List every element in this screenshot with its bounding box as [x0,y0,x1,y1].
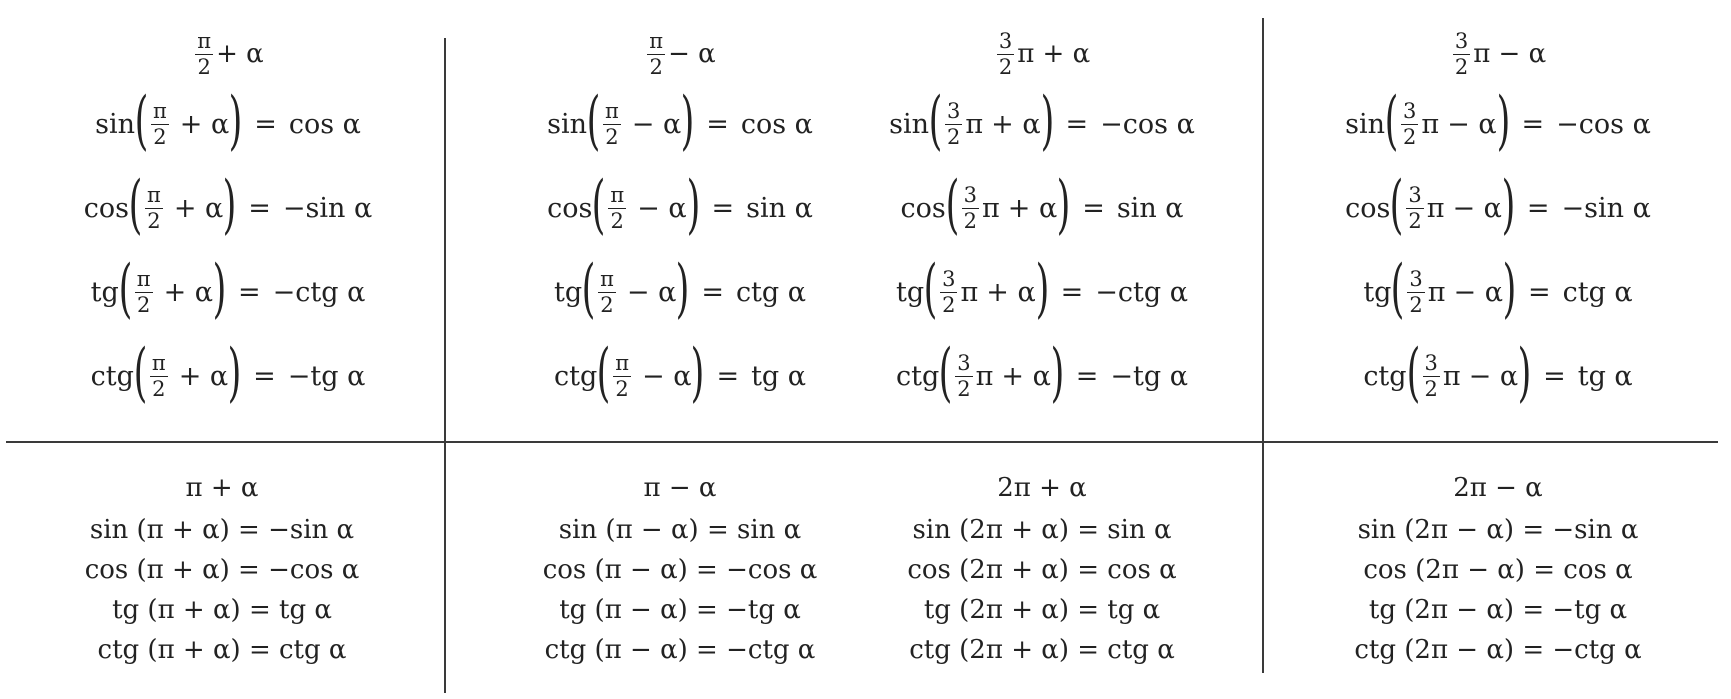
right-paren: ) [222,168,237,242]
right-paren: ) [686,168,700,242]
right-paren: ) [1040,84,1054,158]
argument-operator: + α [179,108,230,140]
fraction [962,182,979,233]
formula-result: cos α [740,108,813,140]
formula-row [896,334,1188,418]
formula-row [554,334,806,418]
fraction [647,28,665,79]
divider-right [1262,18,1264,673]
fraction-numerator: π [600,266,614,291]
function-name: ctg [553,360,598,392]
argument-operator: + α [1007,192,1058,224]
fraction [945,98,962,149]
formula-row: ctg (2π + α) = ctg α [909,635,1175,665]
fraction [1423,350,1440,401]
right-paren: ) [228,84,243,158]
fraction-numerator: 3 [1403,98,1417,123]
formula-row [547,82,813,166]
column-header [192,26,263,82]
column-header: 2π − α [1453,473,1543,503]
right-paren: ) [212,252,227,326]
right-paren: ) [1035,252,1050,326]
fraction-denominator: 2 [153,124,167,149]
argument [1384,84,1510,158]
formula-row [547,166,813,250]
formula-row [91,334,366,418]
top-column-2 [480,26,880,418]
argument [1391,252,1517,326]
equals-sign: = [701,276,724,308]
fraction-numerator: π [615,350,630,375]
formula-result: sin α [746,192,813,224]
fraction-denominator: 2 [1424,376,1438,401]
equals-sign: = [1543,360,1566,392]
formula-row: sin (π − α) = sin α [558,515,802,545]
equals-sign: = [253,360,276,392]
bottom-column-3 [842,466,1242,670]
fraction [997,28,1014,79]
fraction-denominator: 2 [152,376,166,401]
left-paren: ( [134,84,149,158]
fraction-denominator: 2 [649,54,663,79]
formula-row: tg (π + α) = tg α [112,595,332,625]
fraction [613,350,631,401]
right-paren: ) [1056,168,1071,242]
function-name: cos [83,192,130,224]
argument-operator: + α [163,276,214,308]
fraction [1406,182,1423,233]
fraction-numerator: 3 [1409,266,1423,291]
argument [1389,168,1516,242]
fraction-denominator: 2 [197,54,211,79]
fraction-numerator: π [147,182,161,207]
argument-operator: − α [1447,108,1497,140]
argument [1406,336,1532,410]
fraction-denominator: 2 [147,208,161,233]
function-name: ctg [896,360,940,392]
left-paren: ( [923,252,938,326]
column-header [644,26,715,82]
argument [945,168,1071,242]
equals-sign: = [716,360,740,392]
equals-sign: = [238,276,261,308]
fraction-denominator: 2 [615,376,629,401]
fraction-denominator: 2 [947,124,961,149]
formula-row: cos (π − α) = −cos α [542,555,818,585]
formula-result: ctg α [735,276,807,308]
formula-row: tg (2π + α) = tg α [923,595,1161,625]
left-paren: ( [586,84,601,158]
left-paren: ( [581,252,596,326]
formula-result: −cos α [1100,108,1195,140]
fraction [1453,28,1470,79]
function-name: cos [547,192,593,224]
formula-row [91,250,366,334]
equals-sign: = [711,192,735,224]
argument-pi: π [975,360,994,392]
formula-result: sin α [1116,192,1184,224]
top-column-3 [842,26,1242,418]
top-column-4 [1298,26,1698,418]
function-name: sin [95,108,135,140]
argument-pi: π [1427,276,1446,308]
argument-pi: π [965,108,984,140]
argument [928,84,1054,158]
left-paren: ( [128,168,143,242]
equals-sign: = [248,192,271,224]
fraction [150,350,168,401]
argument-operator: − α [1468,360,1519,392]
fraction-denominator: 2 [1408,208,1422,233]
fraction-numerator: π [152,98,167,123]
left-paren: ( [1384,84,1399,158]
argument [596,336,705,410]
left-paren: ( [1389,168,1404,242]
formula-row [95,82,361,166]
right-paren: ) [1501,168,1516,242]
formula-result: −sin α [282,192,373,224]
formula-result: tg α [1577,360,1633,392]
formula-result: −tg α [287,360,366,392]
fraction-denominator: 2 [963,208,978,233]
formula-result: tg α [751,360,807,392]
argument-operator: + α [991,108,1041,140]
formula-row [554,250,806,334]
fraction-numerator: π [151,350,166,375]
fraction [145,182,163,233]
right-paren: ) [1496,84,1510,158]
formula-row: sin (2π − α) = −sin α [1357,515,1639,545]
formula-result: −ctg α [1095,276,1188,308]
argument [586,84,695,158]
formula-result: −cos α [1556,108,1651,140]
column-header [994,26,1090,82]
argument-operator: + α [1001,360,1051,392]
formula-row: cos (π + α) = −cos α [84,555,360,585]
left-paren: ( [596,336,611,410]
argument [591,168,700,242]
left-paren: ( [1406,336,1420,410]
argument-operator: − α [637,192,687,224]
fraction-numerator: 3 [947,98,961,123]
right-paren: ) [680,84,695,158]
equals-sign: = [254,108,277,140]
fraction-denominator: 2 [610,208,624,233]
formula-row [84,166,372,250]
bottom-column-1 [22,466,422,670]
function-name: tg [90,276,119,308]
argument-pi: π [982,192,1000,224]
fraction-denominator: 2 [942,292,956,317]
function-name: tg [1363,276,1392,308]
fraction-numerator: π [136,266,151,291]
divider-horizontal [6,441,1718,443]
argument-operator: − α [1452,192,1502,224]
function-name: sin [547,108,587,140]
argument [581,252,690,326]
fraction-denominator: 2 [136,292,151,317]
fraction-numerator: π [649,28,664,53]
argument-operator: − α [642,360,692,392]
fraction-denominator: 2 [1403,124,1417,149]
left-paren: ( [1391,252,1405,326]
fraction [135,266,153,317]
fraction [1407,266,1424,317]
formula-row: tg (2π − α) = −tg α [1368,595,1628,625]
equals-sign: = [1075,360,1099,392]
right-paren: ) [1050,336,1065,410]
equals-sign: = [1527,276,1551,308]
formula-row: ctg (π + α) = ctg α [97,635,347,665]
formula-row [1363,334,1632,418]
argument-operator: − α [1453,276,1503,308]
argument-operator: + α [173,192,224,224]
fraction [151,98,169,149]
left-paren: ( [133,336,148,410]
formula-row [1363,250,1632,334]
top-column-1 [28,26,428,418]
formula-result: ctg α [1562,276,1633,308]
header-suffix: π − α [1473,39,1547,69]
function-name: cos [1345,192,1391,224]
fraction-denominator: 2 [1409,292,1423,317]
column-header: π − α [643,473,717,503]
fraction [940,266,957,317]
fraction [195,28,213,79]
fraction-numerator: 3 [1424,350,1438,375]
argument [118,252,227,326]
argument-operator: + α [986,276,1036,308]
right-paren: ) [227,336,242,410]
column-header [1450,26,1546,82]
right-paren: ) [1517,336,1532,410]
fraction [955,350,972,401]
column-header: π + α [185,473,259,503]
function-name: tg [896,276,925,308]
formula-row [900,166,1183,250]
left-paren: ( [938,336,953,410]
fraction [608,182,626,233]
formula-row: sin (2π + α) = sin α [912,515,1172,545]
equals-sign: = [1065,108,1089,140]
formula-row: cos (2π + α) = cos α [907,555,1177,585]
bottom-column-4 [1298,466,1698,670]
argument-pi: π [1442,360,1461,392]
argument-pi: π [1426,192,1445,224]
argument-operator: − α [631,108,682,140]
right-paren: ) [1502,252,1517,326]
formula-row [1345,166,1651,250]
formula-result: −ctg α [272,276,366,308]
fraction-numerator: π [604,98,619,123]
function-name: sin [889,108,930,140]
function-name: ctg [90,360,134,392]
fraction-denominator: 2 [600,292,614,317]
fraction-numerator: 3 [998,28,1013,53]
argument [938,336,1065,410]
fraction-numerator: 3 [963,182,978,207]
fraction-numerator: 3 [942,266,956,291]
fraction-denominator: 2 [1454,54,1469,79]
fraction-numerator: 3 [957,350,971,375]
fraction [598,266,616,317]
fraction-numerator: 3 [1454,28,1469,53]
argument-pi: π [960,276,979,308]
equals-sign: = [1060,276,1084,308]
left-paren: ( [945,168,960,242]
formula-row: sin (π + α) = −sin α [89,515,355,545]
left-paren: ( [118,252,133,326]
formula-row [896,250,1188,334]
equals-sign: = [1526,192,1550,224]
right-paren: ) [691,336,705,410]
fraction-numerator: π [197,28,212,53]
argument-pi: π [1421,108,1440,140]
left-paren: ( [591,168,606,242]
fraction-denominator: 2 [605,124,619,149]
formula-row: cos (2π − α) = cos α [1363,555,1633,585]
function-name: cos [900,192,946,224]
argument-operator: − α [626,276,677,308]
formula-result: cos α [288,108,361,140]
function-name: ctg [1363,360,1407,392]
bottom-column-2 [480,466,880,670]
fraction-denominator: 2 [957,376,971,401]
fraction-denominator: 2 [998,54,1013,79]
fraction-numerator: 3 [1408,182,1422,207]
fraction [603,98,621,149]
function-name: tg [553,276,583,308]
right-paren: ) [675,252,690,326]
argument [923,252,1050,326]
column-header: 2π + α [997,473,1087,503]
header-suffix: π + α [1017,39,1091,69]
divider-left [444,38,446,693]
argument-operator: + α [178,360,229,392]
argument [134,84,243,158]
equals-sign: = [1082,192,1105,224]
formula-row [889,82,1195,166]
formula-row: ctg (2π − α) = −ctg α [1354,635,1642,665]
formula-row [1345,82,1651,166]
argument [133,336,242,410]
formula-result: −tg α [1110,360,1188,392]
equals-sign: = [706,108,729,140]
equals-sign: = [1521,108,1545,140]
formula-row: ctg (π − α) = −ctg α [544,635,816,665]
argument [128,168,237,242]
formula-result: −sin α [1561,192,1651,224]
function-name: sin [1345,108,1386,140]
header-suffix: − α [668,39,716,69]
formula-row: tg (π − α) = −tg α [559,595,801,625]
header-suffix: + α [216,39,264,69]
fraction [1401,98,1418,149]
fraction-numerator: π [610,182,625,207]
left-paren: ( [928,84,943,158]
